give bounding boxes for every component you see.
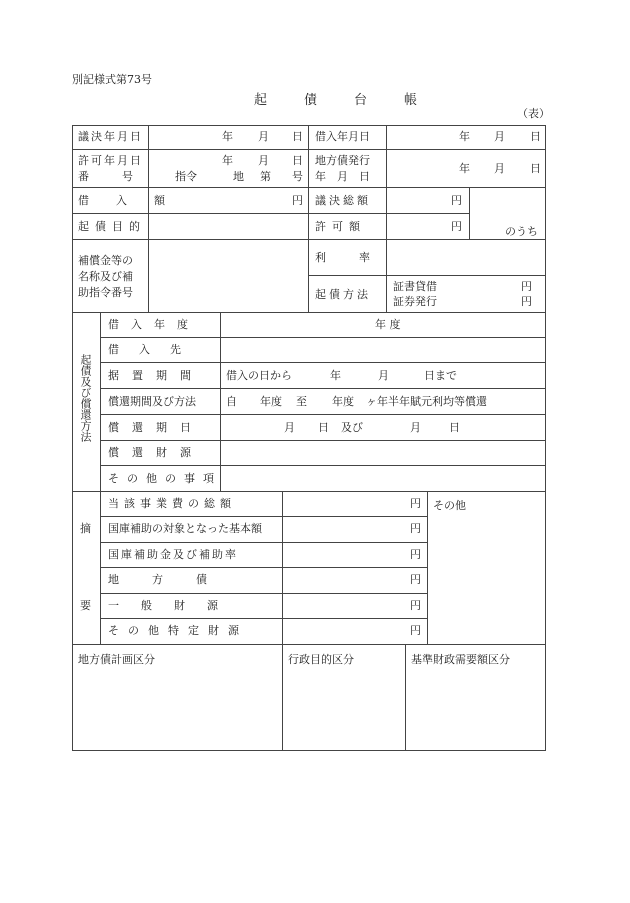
side-indicator: （表） — [517, 107, 550, 120]
kyoka-gaku-label: 許可額 — [315, 220, 366, 233]
gyosei-category-label: 行政目的区分 — [288, 653, 354, 666]
sueoki-month: 月 — [378, 369, 389, 382]
tekiyo-row-label: その他特定財源 — [108, 624, 248, 637]
chi-text: 地 — [233, 170, 244, 183]
unit-year: 年 — [222, 130, 233, 143]
unit-yen: 円 — [521, 280, 532, 293]
tekiyo-row-unit: 円 — [410, 624, 421, 637]
unit-day: 日 — [530, 130, 541, 143]
unit-yen: 円 — [451, 194, 462, 207]
page-title: 起 債 台 帳 — [254, 93, 430, 108]
unit-day: 日 — [292, 154, 303, 167]
method-label: その他の事項 — [108, 472, 222, 485]
kariire-date-label: 借入年月日 — [315, 130, 370, 143]
kijitsu-day-1: 日 — [318, 421, 329, 434]
giketsu-sogaku-label: 議決総額 — [315, 194, 371, 207]
unit-month: 月 — [258, 130, 269, 143]
kisai-hoho-label: 起債方法 — [315, 288, 371, 301]
kijitsu-month-2: 月 — [410, 421, 421, 434]
kyoka-date-label: 許可年月日 — [78, 154, 143, 167]
method-label: 借入先 — [108, 343, 201, 356]
kijitsu-month-1: 月 — [284, 421, 295, 434]
shokan-nendo-1: 年度 — [260, 395, 282, 408]
method-group-label: 起債及び償還方法 — [79, 354, 92, 442]
unit-yen: 円 — [451, 220, 462, 233]
tekiyo-char-2: 要 — [80, 599, 91, 612]
method-label: 据置期間 — [108, 369, 204, 382]
kisai-mokuteki-label: 起債目的 — [78, 220, 146, 233]
sueoki-year: 年 — [330, 369, 341, 382]
dai-text: 第 — [260, 170, 271, 183]
unit-month: 月 — [494, 162, 505, 175]
kijun-category-label: 基準財政需要額区分 — [411, 653, 510, 666]
form-number: 別記様式第73号 — [72, 73, 152, 86]
shirei-text: 指令 — [175, 170, 197, 183]
shokan-to: 至 — [296, 395, 307, 408]
hosho-label-1: 補償金等の — [78, 254, 133, 267]
shosho-text: 証書貸借 — [393, 280, 437, 293]
method-label: 償還期日 — [108, 421, 204, 434]
tekiyo-char-1: 摘 — [80, 522, 91, 535]
shokan-method-text: ヶ年半年賦元利均等償還 — [366, 395, 487, 408]
chihosai-label-1: 地方債発行 — [315, 154, 370, 167]
unit-day: 日 — [530, 162, 541, 175]
kariire-gaku-label: 借 入 額 — [78, 194, 173, 207]
unit-yen: 円 — [292, 194, 303, 207]
tekiyo-row-unit: 円 — [410, 497, 421, 510]
tekiyo-row-label: 当該事業費の総額 — [108, 497, 236, 510]
tekiyo-row-label: 一 般 財 源 — [108, 599, 218, 612]
tekiyo-row-label: 国庫補助の対象となった基本額 — [108, 522, 262, 535]
unit-yen: 円 — [521, 295, 532, 308]
tekiyo-row-unit: 円 — [410, 522, 421, 535]
kijitsu-day-2: 日 — [449, 421, 460, 434]
gietsu-date-label: 議決年月日 — [78, 130, 143, 143]
method-label: 償還財源 — [108, 446, 204, 459]
nouchi-text: のうち — [505, 225, 538, 238]
tekiyo-row-unit: 円 — [410, 573, 421, 586]
unit-year: 年 — [459, 162, 470, 175]
tekiyo-row-unit: 円 — [410, 599, 421, 612]
bango-label: 番 号 — [78, 170, 133, 183]
method-label: 借入年度 — [108, 318, 200, 331]
chihosai-label-2: 年 月 日 — [315, 170, 370, 183]
tekiyo-row-label: 国庫補助金及び補助率 — [108, 548, 238, 561]
unit-month: 月 — [494, 130, 505, 143]
unit-day: 日 — [292, 130, 303, 143]
kijitsu-and: 及び — [341, 421, 363, 434]
nendo-text: 年 度 — [375, 318, 401, 331]
sueoki-until: 日まで — [424, 369, 457, 382]
method-label: 償還期間及び方法 — [108, 395, 196, 408]
unit-month: 月 — [258, 154, 269, 167]
shokan-nendo-2: 年度 — [332, 395, 354, 408]
shokan-from: 自 — [226, 395, 237, 408]
tekiyo-row-label: 地 方 債 — [108, 573, 207, 586]
tekiyo-row-unit: 円 — [410, 548, 421, 561]
unit-go: 号 — [292, 170, 303, 183]
hosho-label-3: 助指令番号 — [78, 286, 133, 299]
shoken-text: 証券発行 — [393, 295, 437, 308]
riritsu-label: 利 率 — [315, 251, 370, 264]
hosho-label-2: 名称及び補 — [78, 270, 133, 283]
sueoki-text: 借入の日から — [226, 369, 292, 382]
unit-year: 年 — [222, 154, 233, 167]
plan-category-label: 地方債計画区分 — [78, 653, 155, 666]
unit-year: 年 — [459, 130, 470, 143]
tekiyo-other: その他 — [433, 499, 466, 512]
